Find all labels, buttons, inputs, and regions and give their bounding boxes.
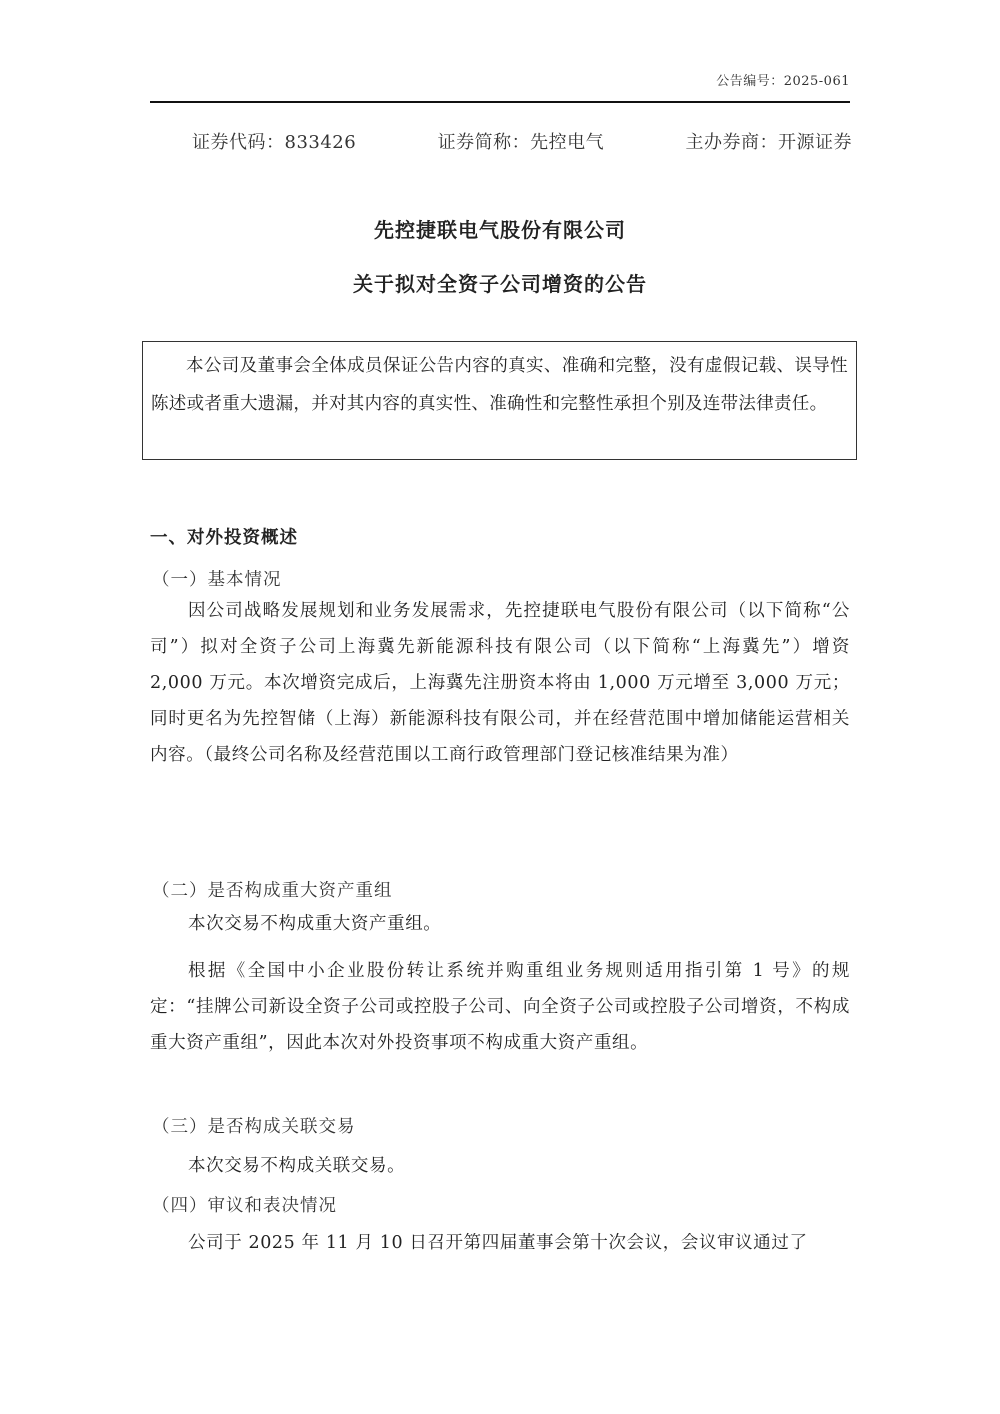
paragraph-restructuring-basis bbox=[150, 953, 850, 1061]
sponsor-broker: 主办券商：开源证券 bbox=[685, 132, 852, 153]
stock-code: 证券代码：833426 bbox=[192, 132, 357, 153]
paragraph-text: 本次交易不构成关联交易。 bbox=[188, 1156, 406, 1176]
announcement-number: 公告编号：2025-061 bbox=[716, 74, 850, 89]
section-heading-investment-overview: 一、对外投资概述 bbox=[150, 528, 298, 548]
paragraph-text: 因公司战略发展规划和业务发展需求，先控捷联电气股份有限公司（以下简称“公司”）拟对全资子公司上海冀先新能源科技有限公司（以下简称“上海冀先”）增资 2,000 万元。本次增资完成后，上海冀先注册资本将由 1,000 万元增至 3,000 万元；同时更名为先控智储（上海）新能源科技有限公司，并在经营范围中增加储能运营相关内容。（最终公司名称及经营范围以工商行政管理部门登记核准结果为准） bbox=[150, 601, 850, 765]
security-info-row bbox=[192, 128, 852, 154]
disclaimer-text: 本公司及董事会全体成员保证公告内容的真实、准确和完整，没有虚假记载、误导性陈述或者重大遗漏，并对其内容的真实性、准确性和完整性承担个别及连带法律责任。 bbox=[151, 356, 848, 414]
paragraph-basic-info bbox=[150, 593, 850, 773]
company-title: 先控捷联电气股份有限公司 bbox=[374, 218, 626, 242]
disclaimer-box bbox=[142, 341, 857, 460]
paragraph-text: 本次交易不构成重大资产重组。 bbox=[188, 914, 442, 934]
paragraph-text: 根据《全国中小企业股份转让系统并购重组业务规则适用指引第 1 号》的规定：“挂牌公司新设全资子公司或控股子公司、向全资子公司或控股子公司增资，不构成重大资产重组”，因此本次对外投资事项不构成重大资产重组。 bbox=[150, 961, 850, 1053]
stock-abbreviation: 证券简称：先控电气 bbox=[437, 132, 605, 153]
paragraph-text: 公司于 2025 年 11 月 10 日召开第四届董事会第十次会议，会议审议通过了 bbox=[188, 1233, 808, 1253]
subsection-heading-major-restructuring: （二）是否构成重大资产重组 bbox=[152, 881, 393, 901]
announcement-title: 关于拟对全资子公司增资的公告 bbox=[353, 272, 647, 296]
paragraph-related-transaction bbox=[150, 1148, 850, 1184]
paragraph-review-voting bbox=[150, 1225, 850, 1261]
subsection-heading-basic-info: （一）基本情况 bbox=[152, 570, 282, 590]
subsection-heading-review-voting: （四）审议和表决情况 bbox=[152, 1196, 337, 1216]
subsection-heading-related-transaction: （三）是否构成关联交易 bbox=[152, 1117, 356, 1137]
header-divider bbox=[150, 101, 850, 103]
paragraph-restructuring-conclusion bbox=[150, 906, 850, 942]
